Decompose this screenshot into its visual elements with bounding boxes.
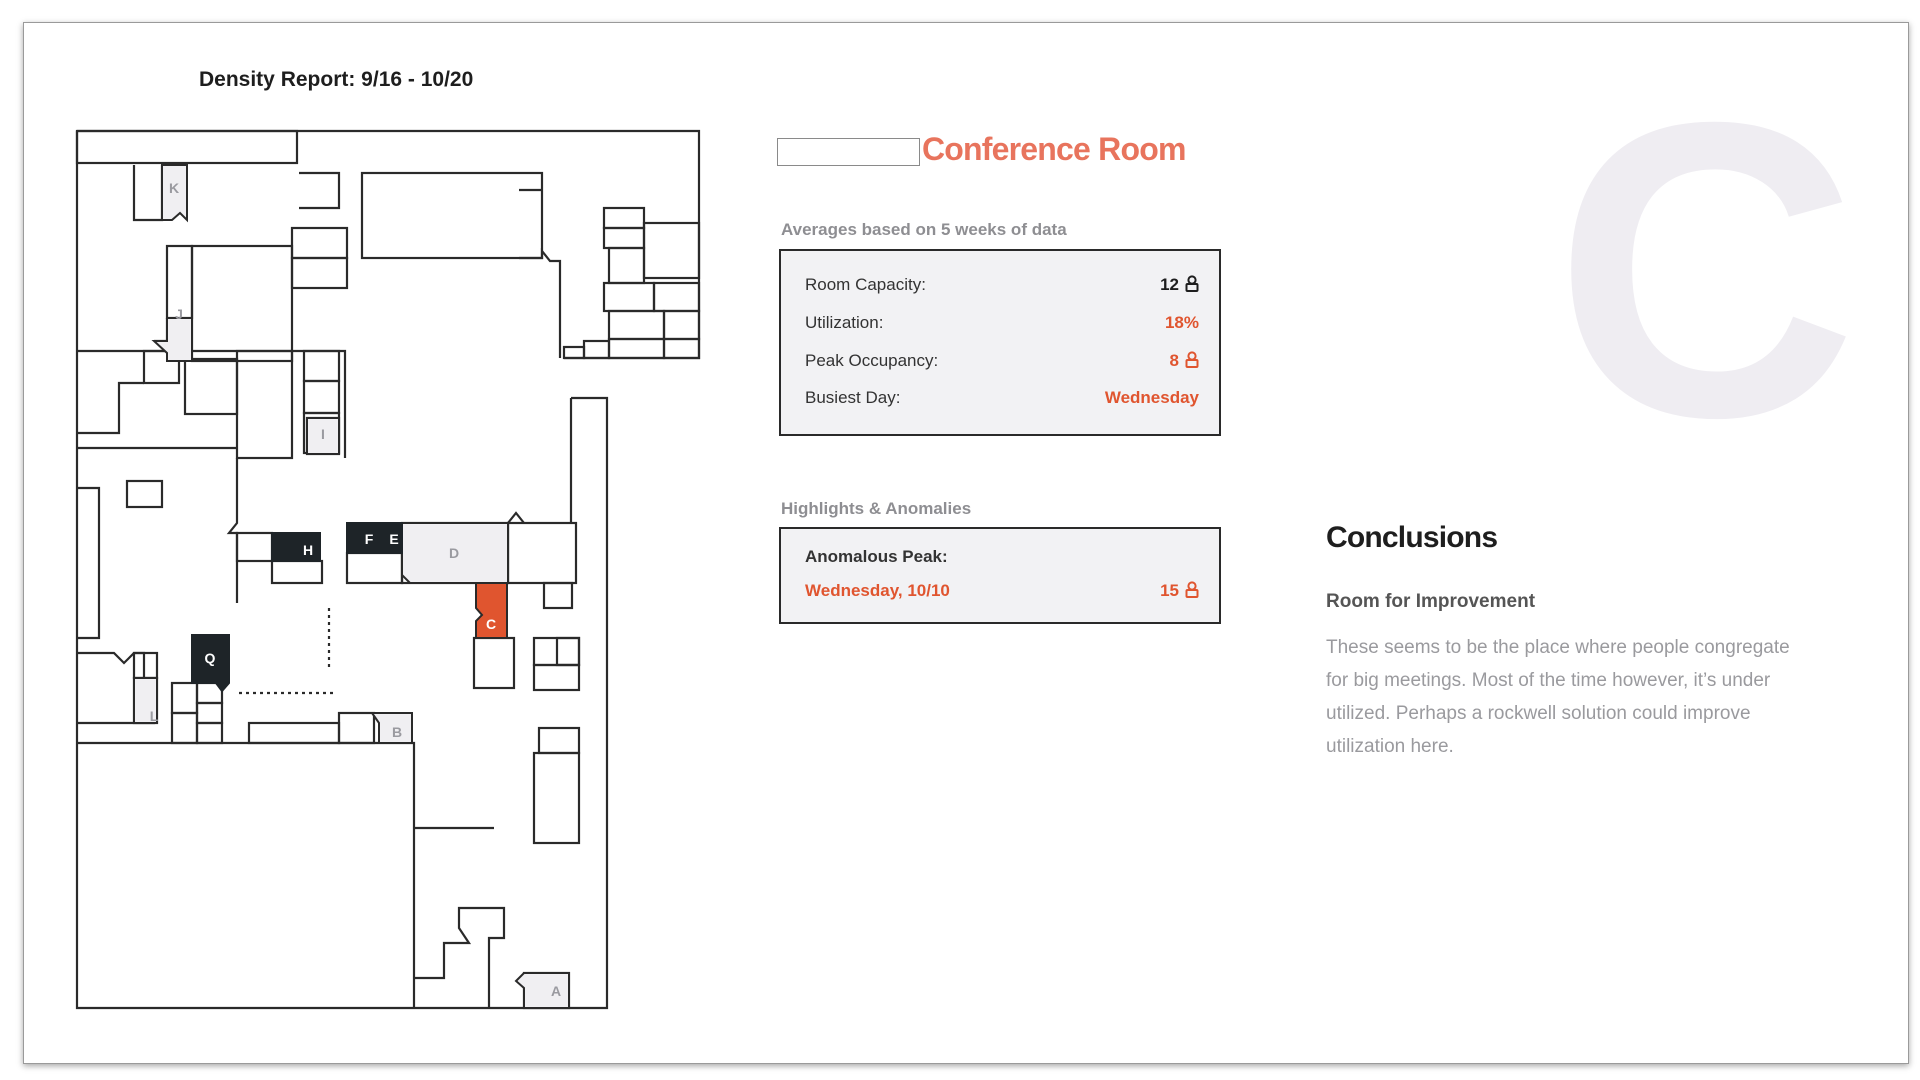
room-label: K [168, 180, 180, 196]
stat-label: Utilization: [805, 313, 884, 332]
averages-label: Averages based on 5 weeks of data [781, 220, 1067, 239]
conclusions-subtitle: Room for Improvement [1326, 591, 1536, 612]
person-icon [1185, 581, 1199, 598]
stat-row-utilization [805, 313, 1199, 339]
floor-plan [24, 23, 704, 1063]
room-label: E [389, 531, 399, 547]
highlights-label: Highlights & Anomalies [781, 499, 972, 518]
stat-label: Room Capacity: [805, 275, 926, 294]
room-name: Conference Room [922, 131, 1186, 167]
conclusions-body: These seems to be the place where people congregate for big meetings. Most of the time however, it’s under utilized. Perhaps a rockwell solution could improve utilization here. [1326, 637, 1790, 757]
room-label: F [364, 531, 374, 547]
stat-label: Busiest Day: [805, 388, 901, 407]
anomaly-date: Wednesday, 10/10 [805, 581, 950, 600]
conclusions-title: Conclusions [1326, 521, 1498, 554]
averages-panel [779, 249, 1221, 436]
stat-row-busiest-day [805, 388, 1199, 414]
room-j [154, 318, 192, 361]
stat-value: 8 [1170, 351, 1199, 371]
stat-value: 12 [1160, 275, 1199, 295]
room-label: I [321, 426, 325, 442]
highlights-panel [779, 527, 1221, 624]
report-title: Density Report: 9/16 - 10/20 [199, 68, 474, 91]
room-label: L [149, 708, 159, 724]
report-slide [23, 22, 1909, 1064]
room-color-swatch [777, 138, 920, 166]
room-label: A [550, 983, 562, 999]
stat-row-peak-occupancy [805, 351, 1199, 377]
anomaly-label: Anomalous Peak: [805, 547, 948, 566]
room-label: Q [204, 650, 216, 666]
stat-value: 18% [1164, 313, 1199, 332]
stat-row-capacity [805, 275, 1199, 301]
person-icon [1185, 275, 1199, 292]
room-letter-watermark: C [1554, 36, 1853, 505]
room-label: G [327, 542, 339, 558]
stat-value: Wednesday [1104, 388, 1199, 407]
person-icon [1185, 351, 1199, 368]
room-label: C [485, 616, 497, 632]
room-label: H [302, 542, 314, 558]
room-label: J [175, 306, 183, 322]
anomaly-value: 15 [1160, 581, 1199, 601]
room-label: B [391, 724, 403, 740]
floor-plan-drawing [24, 23, 704, 1063]
stat-label: Peak Occupancy: [805, 351, 939, 370]
room-label: D [448, 545, 460, 561]
